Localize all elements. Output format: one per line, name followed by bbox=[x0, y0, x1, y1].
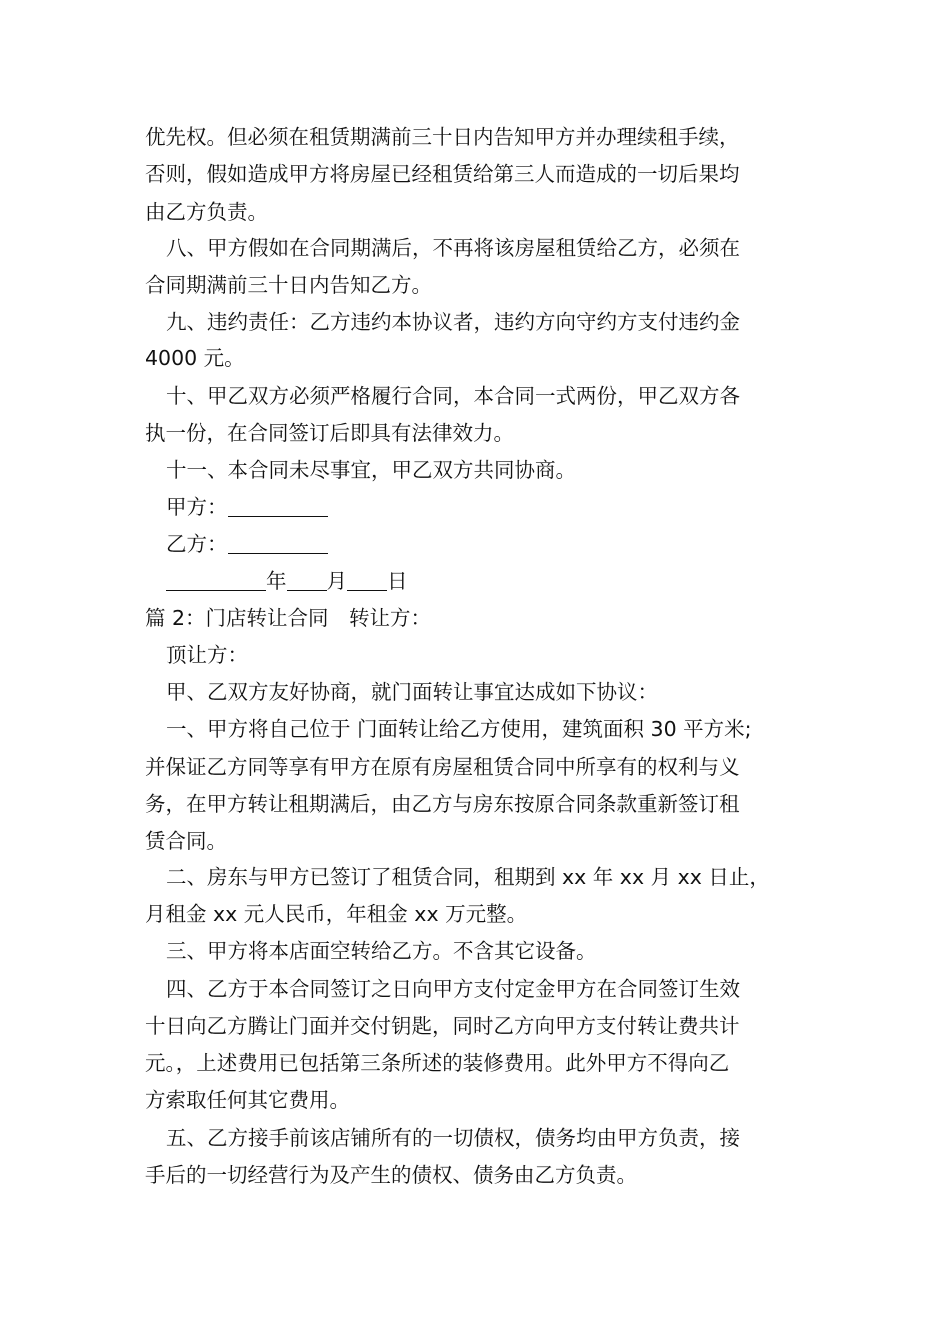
paragraph-line: 由乙方负责。 bbox=[145, 200, 268, 224]
paragraph-line: 执一份，在合同签订后即具有法律效力。 bbox=[145, 421, 514, 445]
party-a-blank bbox=[228, 494, 328, 517]
year-blank bbox=[166, 568, 266, 591]
paragraph-line: 十日向乙方腾让门面并交付钥匙，同时乙方向甲方支付转让费共计 bbox=[145, 1014, 740, 1038]
paragraph-line: 优先权。但必须在租赁期满前三十日内告知甲方并办理续租手续， bbox=[145, 125, 740, 149]
paragraph-line: 务，在甲方转让租期满后，由乙方与房东按原合同条款重新签订租 bbox=[145, 792, 740, 816]
clause-9-line: 九、违约责任：乙方违约本协议者，违约方向守约方支付违约金 bbox=[166, 310, 740, 334]
paragraph-line: 方索取任何其它费用。 bbox=[145, 1088, 350, 1112]
clause-3-line: 三、甲方将本店面空转给乙方。不含其它设备。 bbox=[166, 939, 597, 963]
clause-8-line: 八、甲方假如在合同期满后，不再将该房屋租赁给乙方，必须在 bbox=[166, 236, 740, 260]
agreement-intro: 甲、乙双方友好协商，就门面转让事宜达成如下协议： bbox=[166, 680, 658, 704]
section-2-heading: 篇 2：门店转让合同 转让方： bbox=[145, 606, 432, 630]
year-label: 年 bbox=[266, 569, 287, 593]
party-b-blank bbox=[228, 531, 328, 554]
month-label: 月 bbox=[326, 569, 347, 593]
clause-5-line: 五、乙方接手前该店铺所有的一切债权，债务均由甲方负责，接 bbox=[166, 1126, 740, 1150]
party-b-label: 乙方： bbox=[166, 532, 228, 556]
paragraph-line: 元。，上述费用已包括第三条所述的装修费用。此外甲方不得向乙 bbox=[145, 1051, 730, 1075]
party-b-signature bbox=[166, 529, 816, 559]
transferee-label: 顶让方： bbox=[166, 643, 248, 667]
paragraph-line: 赁合同。 bbox=[145, 829, 227, 853]
paragraph-line: 4000 元。 bbox=[145, 346, 245, 370]
day-label: 日 bbox=[387, 569, 408, 593]
month-blank bbox=[287, 568, 327, 591]
paragraph-line: 手后的一切经营行为及产生的债权、债务由乙方负责。 bbox=[145, 1163, 637, 1187]
party-a-label: 甲方： bbox=[166, 495, 228, 519]
day-blank bbox=[347, 568, 387, 591]
paragraph-line: 否则，假如造成甲方将房屋已经租赁给第三人而造成的一切后果均 bbox=[145, 162, 740, 186]
clause-4-line: 四、乙方于本合同签订之日向甲方支付定金甲方在合同签订生效 bbox=[166, 977, 740, 1001]
clause-1-line: 一、甲方将自己位于 门面转让给乙方使用，建筑面积 30 平方米; bbox=[166, 717, 752, 741]
paragraph-line: 合同期满前三十日内告知乙方。 bbox=[145, 273, 432, 297]
date-line bbox=[166, 566, 816, 596]
paragraph-line: 并保证乙方同等享有甲方在原有房屋租赁合同中所享有的权利与义 bbox=[145, 755, 740, 779]
clause-10-line: 十、甲乙双方必须严格履行合同，本合同一式两份，甲乙双方各 bbox=[166, 384, 740, 408]
clause-2-line: 二、房东与甲方已签订了租赁合同，租期到 xx 年 xx 月 xx 日止， bbox=[166, 865, 770, 889]
party-a-signature bbox=[166, 492, 816, 522]
clause-11-line: 十一、本合同未尽事宜，甲乙双方共同协商。 bbox=[166, 458, 576, 482]
paragraph-line: 月租金 xx 元人民币，年租金 xx 万元整。 bbox=[145, 902, 528, 926]
